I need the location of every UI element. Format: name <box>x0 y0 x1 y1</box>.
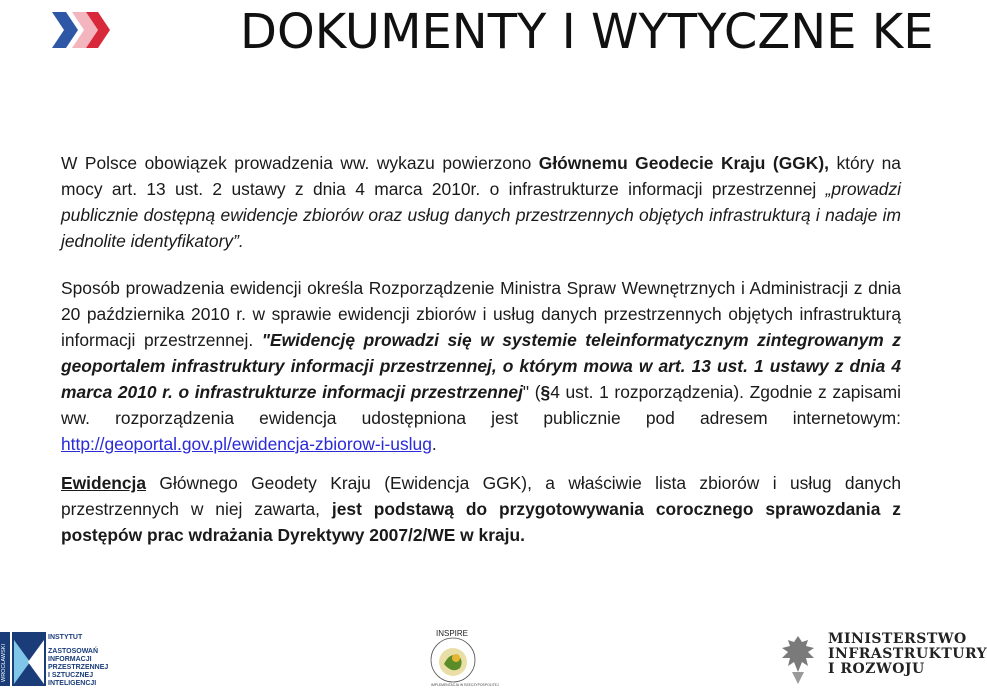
institute-line: INFORMACJI <box>48 656 92 663</box>
inspire-ring-text: IMPLEMENTACJA W RZECZYPOSPOLITEJ <box>431 683 499 687</box>
p1-text: W Polsce obowiązek prowadzenia ww. wykazu powierzono <box>61 153 539 173</box>
brand-logo-icon <box>52 6 116 54</box>
institute-mark-icon <box>0 632 46 686</box>
p2-paragraph-sign: § <box>540 382 551 402</box>
ministry-logo <box>768 630 987 689</box>
p2-text: Sposób prowadzenia ewidencji określa Rozporządzenie Ministra Spraw Wewnętrznych i Administracji z dnia 20 października 2010 r. w sprawie ewidencji zbiorów i usług danych przestrzennych objętych infrastrukturą informacji przestrzennej. <box>61 278 901 350</box>
p3-text: Głównego Geodety Kraju (Ewidencja GGK), a właściwie lista zbiorów i usług danych przestrzennych w niej zawarta, <box>61 473 901 519</box>
ministry-line: I ROZWOJU <box>828 661 925 677</box>
paragraph-regulation <box>61 275 901 457</box>
p2-text-2: " ( <box>522 382 541 402</box>
p2-text-3: 4 ust. 1 rozporządzenia). Zgodnie z zapisami ww. rozporządzenia ewidencja udostępniona jest publicznie pod adresem internetowym: <box>61 382 901 428</box>
ewidencja-link[interactable]: http://geoportal.gov.pl/ewidencja-zbiorow-i-uslug <box>61 434 432 454</box>
ministry-name <box>828 632 987 677</box>
institute-logo <box>0 630 118 689</box>
p2-text-4: . <box>431 434 437 454</box>
p3-term: Ewidencja <box>61 473 147 493</box>
paragraph-ggk-registry <box>61 470 901 548</box>
paragraph-registry-duty <box>61 150 901 254</box>
inspire-logo-icon <box>412 624 499 688</box>
institute-line: PRZESTRZENNEJ <box>48 664 109 671</box>
ministry-line: MINISTERSTWO <box>828 631 967 647</box>
p3-bold: jest podstawą do przygotowywania corocznego sprawozdania z postępów prac wdrażania Dyrektywy 2007/2/WE w kraju. <box>61 499 901 545</box>
institute-line: I SZTUCZNEJ <box>48 672 94 679</box>
institute-side-label: WROCŁAWSKI <box>1 644 7 682</box>
eagle-emblem-icon <box>774 632 822 688</box>
p1-quote: „prowadzi publicznie dostępną ewidencje zbiorów oraz usług danych przestrzennych objętych infrastrukturą i nadaje im jednolite identyfikatory”. <box>61 179 901 251</box>
institute-name <box>48 634 108 688</box>
page-title: DOKUMENTY I WYTYCZNE KE <box>240 4 934 60</box>
p2-quote: "Ewidencję prowadzi się w systemie teleinformatycznym zintegrowanym z geoportalem infrastruktury informacji przestrzennej, o którym mowa w art. 13 ust. 1 ustawy z dnia 4 marca 2010 r. o infrastrukturze informacji przestrzennej <box>61 330 902 402</box>
institute-line: ZASTOSOWAŃ <box>48 648 99 655</box>
institute-line: INSTYTUT <box>48 634 83 641</box>
inspire-label: INSPIRE <box>436 629 469 638</box>
p1-text-2: który na mocy art. 13 ust. 2 ustawy z dnia 4 marca 2010r. o infrastrukturze informacji przestrzennej <box>61 153 901 199</box>
p1-bold: Głównemu Geodecie Kraju (GGK), <box>538 153 829 173</box>
ministry-line: INFRASTRUKTURY <box>828 646 987 662</box>
institute-line: INTELIGENCJI <box>48 680 97 687</box>
main-content <box>61 150 902 545</box>
